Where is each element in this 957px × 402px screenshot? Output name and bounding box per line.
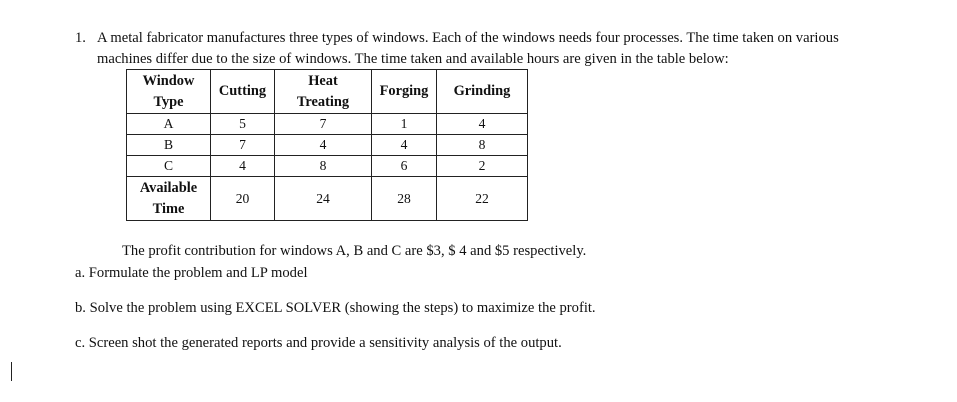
cell-grinding: 2 bbox=[437, 156, 528, 177]
cell-heat: 7 bbox=[275, 114, 372, 135]
cell-grinding: 4 bbox=[437, 114, 528, 135]
question-text-line-2: machines differ due to the size of windows. The time taken and available hours are given in the table below: bbox=[97, 51, 729, 67]
table-row bbox=[127, 156, 528, 177]
profit-statement: The profit contribution for windows A, B and C are $3, $ 4 and $5 respectively. bbox=[122, 243, 587, 259]
processing-time-table bbox=[126, 69, 528, 221]
cell-type: B bbox=[127, 135, 211, 156]
question-text-line-1: A metal fabricator manufactures three types of windows. Each of the windows needs four processes. The time taken on various bbox=[97, 30, 839, 46]
header-window-type bbox=[127, 70, 211, 114]
cell-forging: 4 bbox=[372, 135, 437, 156]
available-label-line-1: Available bbox=[139, 179, 198, 196]
part-a-text: a. Formulate the problem and LP model bbox=[75, 265, 308, 281]
header-cutting: Cutting bbox=[211, 70, 275, 114]
available-time-label bbox=[127, 177, 211, 221]
cell-cutting: 7 bbox=[211, 135, 275, 156]
text-cursor[interactable] bbox=[11, 362, 12, 381]
header-forging: Forging bbox=[372, 70, 437, 114]
header-window-type-line-2: Type bbox=[153, 93, 184, 110]
question-number: 1. bbox=[75, 30, 86, 46]
available-label-line-2: Time bbox=[152, 200, 185, 217]
header-grinding: Grinding bbox=[437, 70, 528, 114]
header-window-type-line-1: Window bbox=[142, 72, 195, 89]
cell-cutting: 4 bbox=[211, 156, 275, 177]
cell-heat: 8 bbox=[275, 156, 372, 177]
available-cutting: 20 bbox=[211, 177, 275, 221]
cell-forging: 6 bbox=[372, 156, 437, 177]
cell-grinding: 8 bbox=[437, 135, 528, 156]
available-heat: 24 bbox=[275, 177, 372, 221]
part-c-text: c. Screen shot the generated reports and provide a sensitivity analysis of the output. bbox=[75, 335, 562, 351]
cell-type: C bbox=[127, 156, 211, 177]
available-grinding: 22 bbox=[437, 177, 528, 221]
cell-heat: 4 bbox=[275, 135, 372, 156]
cell-forging: 1 bbox=[372, 114, 437, 135]
table-row bbox=[127, 135, 528, 156]
available-time-row bbox=[127, 177, 528, 221]
cell-type: A bbox=[127, 114, 211, 135]
part-b-text: b. Solve the problem using EXCEL SOLVER (showing the steps) to maximize the profit. bbox=[75, 300, 596, 316]
header-heat-treating bbox=[275, 70, 372, 114]
available-forging: 28 bbox=[372, 177, 437, 221]
table-header-row bbox=[127, 70, 528, 114]
header-heat-line-2: Treating bbox=[296, 93, 350, 110]
table-row bbox=[127, 114, 528, 135]
header-heat-line-1: Heat bbox=[308, 72, 338, 89]
cell-cutting: 5 bbox=[211, 114, 275, 135]
